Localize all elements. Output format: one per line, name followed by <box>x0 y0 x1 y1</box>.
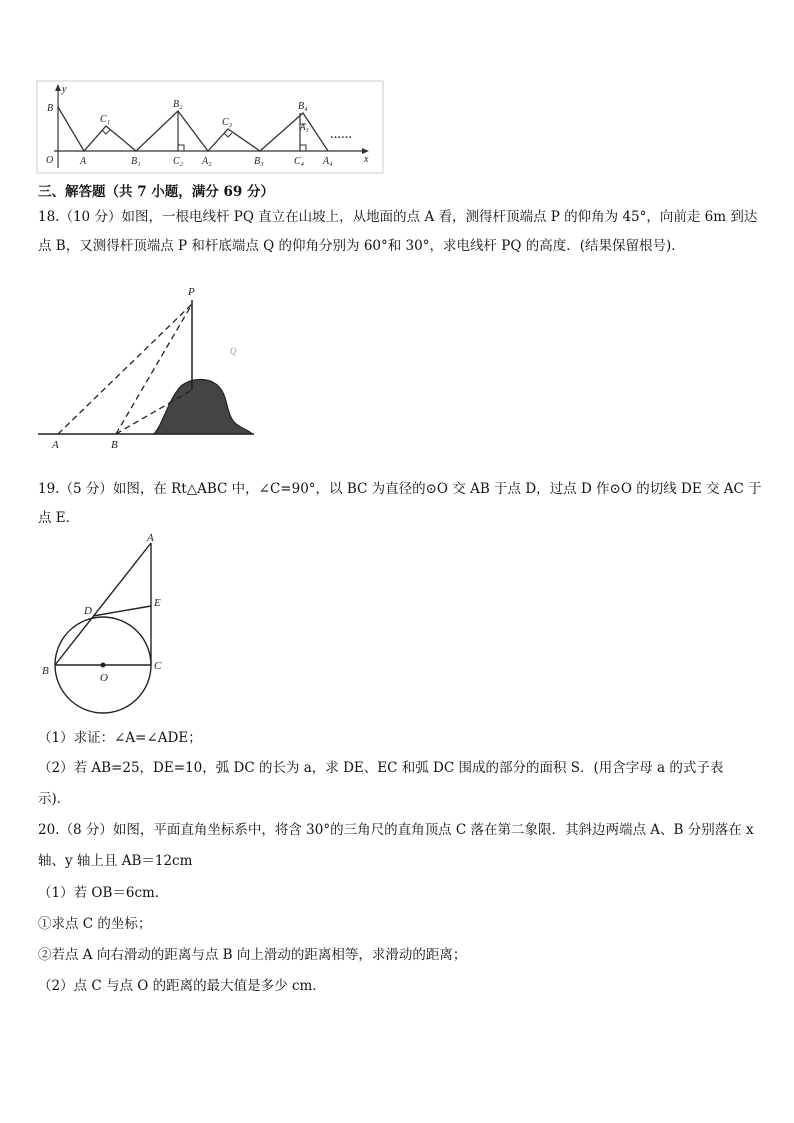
circle-figure <box>36 532 176 722</box>
q19-part1: （1）求证：∠A=∠ADE； <box>38 730 202 746</box>
right-angle-c4 <box>300 145 306 151</box>
label-B: B <box>111 439 118 451</box>
q20-line2: 轴、y 轴上且 AB＝12cm <box>38 853 193 869</box>
label-D: D <box>84 605 92 617</box>
label-A3: A₃ <box>300 122 309 132</box>
label-C3: C₃ <box>222 117 233 128</box>
q19-part2-line2: 示)． <box>38 791 71 807</box>
right-angle-c1 <box>102 130 110 134</box>
tangent-DE <box>93 606 151 616</box>
label-x: x <box>364 154 369 165</box>
q19-part2-line1: （2）若 AB=25，DE=10，弧 DC 的长为 a，求 DE、EC 和弧 DC 围成的部分的面积 S．(用含字母 a 的式子表 <box>38 760 724 776</box>
label-B2: B₂ <box>173 99 183 110</box>
label-A: A <box>80 156 87 167</box>
zigzag-figure <box>36 80 388 176</box>
label-B: B <box>42 665 49 677</box>
q20-sub2: ②若点 A 向右滑动的距离与点 B 向上滑动的距离相等，求滑动的距离； <box>38 947 467 963</box>
segment-AB <box>55 543 151 665</box>
q20-line1: 20.（8 分）如图，平面直角坐标系中，将含 30°的三角尺的直角顶点 C 落在第二象限．其斜边两端点 A、B 分别落在 x <box>38 822 754 838</box>
zigzag-path <box>58 107 328 151</box>
q20-part1: （1）若 OB＝6cm． <box>38 885 169 901</box>
label-O: O <box>100 672 108 684</box>
label-B1: B₁ <box>131 156 141 167</box>
label-A: A <box>147 532 154 544</box>
section-header: 三、解答题（共 7 小题，满分 69 分） <box>38 184 274 200</box>
label-C2: C₂ <box>173 156 184 167</box>
hill <box>154 379 252 434</box>
right-angle-c3 <box>224 133 232 137</box>
right-angle-c2 <box>178 145 184 151</box>
label-C: C <box>154 660 162 672</box>
label-O: O <box>46 155 54 166</box>
label-B3: B₃ <box>254 156 264 167</box>
label-B: B <box>47 103 54 114</box>
label-P: P <box>188 286 195 298</box>
pole-figure <box>36 282 260 452</box>
label-B4: B₄ <box>298 101 308 112</box>
q18-line1: 18.（10 分）如图，一根电线杆 PQ 直立在山坡上，从地面的点 A 看，测得杆顶端点 P 的仰角为 45°，向前走 6m 到达 <box>38 209 758 225</box>
label-E: E <box>154 597 161 609</box>
label-Q: Q <box>230 346 237 356</box>
label-A4: A₄ <box>323 156 333 167</box>
q19-line2: 点 E． <box>38 510 80 526</box>
q19-line1: 19.（5 分）如图，在 Rt△ABC 中，∠C=90°，以 BC 为直径的⊙O 交 AB 于点 D，过点 D 作⊙O 的切线 DE 交 AC 于 <box>38 481 762 497</box>
center-O-dot <box>101 663 106 668</box>
label-C4: C₄ <box>294 156 305 167</box>
label-C1: C₁ <box>100 114 111 125</box>
y-axis-arrow <box>55 84 61 91</box>
label-A: A <box>52 439 59 451</box>
q18-line2: 点 B，又测得杆顶端点 P 和杆底端点 Q 的仰角分别为 60°和 30°，求电线杆 PQ 的高度．(结果保留根号)． <box>38 238 685 254</box>
label-dots: …… <box>330 129 352 141</box>
q20-sub1: ①求点 C 的坐标； <box>38 916 152 932</box>
label-y: y <box>62 84 67 95</box>
label-A2: A₂ <box>202 156 212 167</box>
q20-part2: （2）点 C 与点 O 的距离的最大值是多少 cm． <box>38 978 326 994</box>
